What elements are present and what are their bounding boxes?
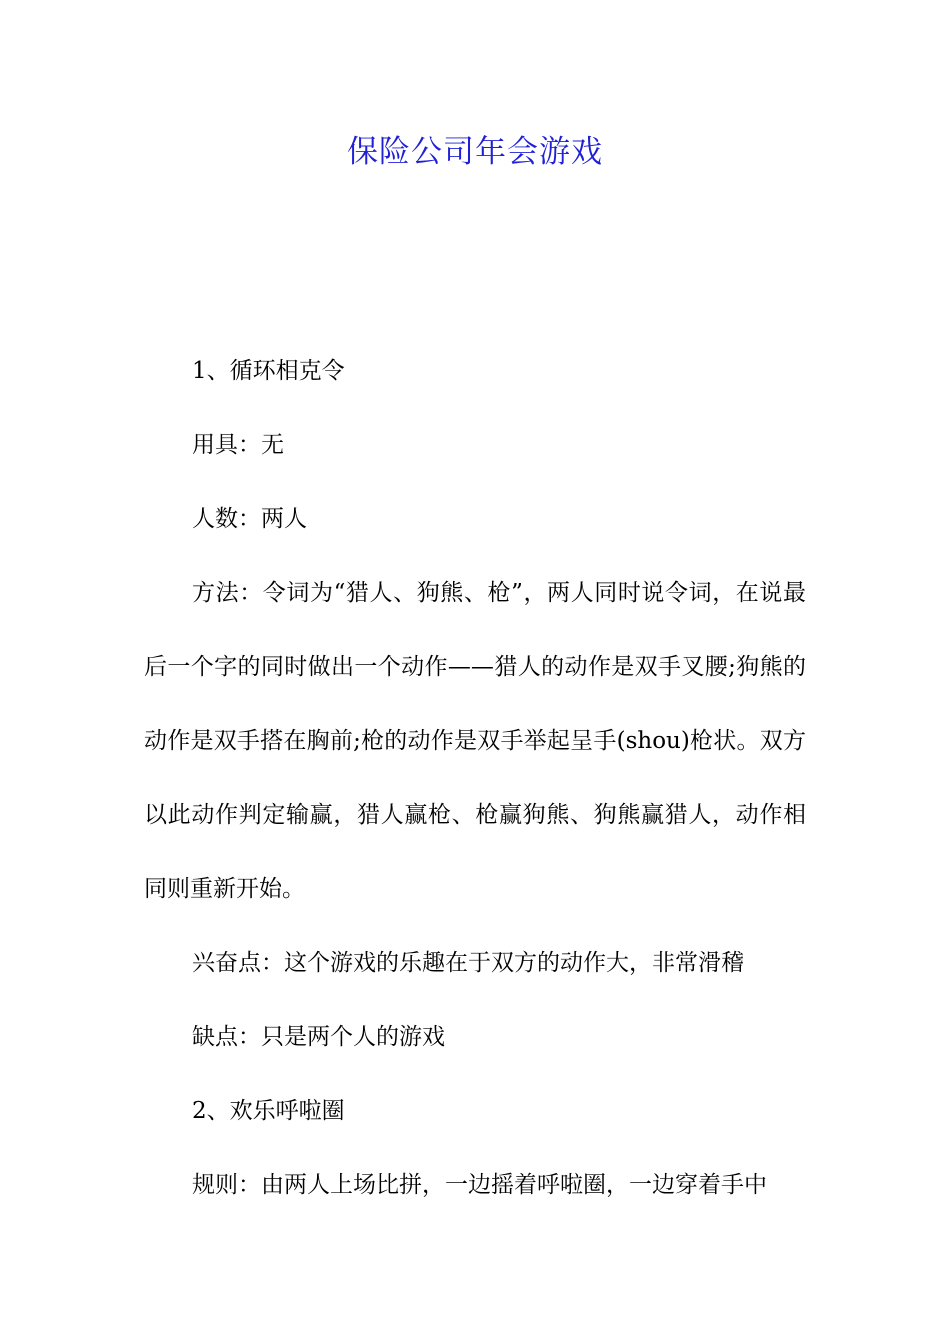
equipment-line: 用具：无 [192,432,284,458]
method-paragraph: 方法：令词为“猎人、狗熊、枪”，两人同时说令词，在说最后一个字的同时做出一个动作——猎人的动作是双手叉腰;狗熊的动作是双手搭在胸前;枪的动作是双手举起呈手(shou)枪状。双方以此动作判定输赢，猎人赢枪、枪赢狗熊、狗熊赢猎人，动作相同则重新开始。 [144,580,806,902]
player-count-line: 人数：两人 [192,506,307,532]
highlight-line: 兴奋点：这个游戏的乐趣在于双方的动作大，非常滑稽 [192,950,744,976]
section-heading-1: 1、循环相克令 [192,358,345,384]
document-body [144,334,806,1222]
document-title: 保险公司年会游戏 [347,134,603,170]
drawback-line: 缺点：只是两个人的游戏 [192,1024,445,1050]
section-heading-2: 2、欢乐呼啦圈 [192,1098,345,1124]
rules-paragraph: 规则：由两人上场比拼，一边摇着呼啦圈，一边穿着手中 [192,1172,767,1198]
